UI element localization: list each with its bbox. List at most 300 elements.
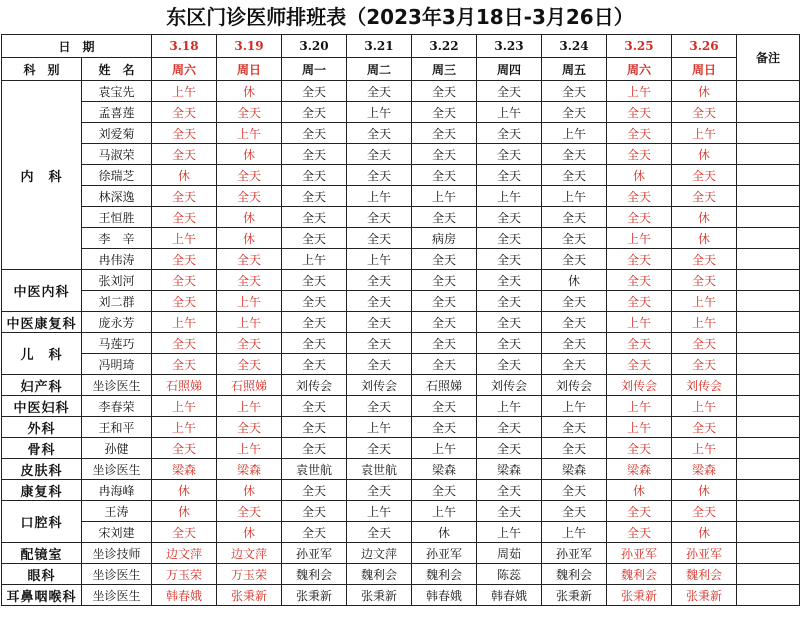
doctor-name-cell: 庞永芳 xyxy=(82,312,152,333)
shift-cell: 刘传会 xyxy=(542,375,607,396)
shift-cell: 全天 xyxy=(282,417,347,438)
shift-cell: 魏利会 xyxy=(542,564,607,585)
shift-cell: 休 xyxy=(152,165,217,186)
shift-cell: 全天 xyxy=(282,144,347,165)
doctor-name-cell: 王和平 xyxy=(82,417,152,438)
shift-cell: 休 xyxy=(672,480,737,501)
shift-cell: 全天 xyxy=(412,81,477,102)
shift-cell: 全天 xyxy=(152,354,217,375)
department-cell: 骨科 xyxy=(2,438,82,459)
shift-cell: 刘传会 xyxy=(607,375,672,396)
department-cell: 内 科 xyxy=(2,81,82,270)
doctor-name-cell: 林深逸 xyxy=(82,186,152,207)
shift-cell: 魏利会 xyxy=(412,564,477,585)
department-cell: 中医内科 xyxy=(2,270,82,312)
shift-cell: 全天 xyxy=(152,270,217,291)
shift-cell: 全天 xyxy=(607,207,672,228)
shift-cell: 全天 xyxy=(347,312,412,333)
shift-cell: 病房 xyxy=(412,228,477,249)
shift-cell: 韩春娥 xyxy=(152,585,217,606)
date-cell: 3.25 xyxy=(607,35,672,58)
shift-cell: 全天 xyxy=(672,417,737,438)
shift-cell: 全天 xyxy=(477,333,542,354)
shift-cell: 孙亚军 xyxy=(412,543,477,564)
shift-cell: 休 xyxy=(217,228,282,249)
shift-cell: 全天 xyxy=(412,123,477,144)
doctor-name-cell: 马莲巧 xyxy=(82,333,152,354)
shift-cell: 全天 xyxy=(282,270,347,291)
shift-cell: 全天 xyxy=(477,291,542,312)
remarks-cell xyxy=(737,102,800,123)
remarks-cell xyxy=(737,165,800,186)
shift-cell: 全天 xyxy=(542,291,607,312)
shift-cell: 韩春娥 xyxy=(477,585,542,606)
department-cell: 中医妇科 xyxy=(2,396,82,417)
department-cell: 儿 科 xyxy=(2,333,82,375)
shift-cell: 全天 xyxy=(217,249,282,270)
schedule-row xyxy=(2,522,800,543)
shift-cell: 全天 xyxy=(607,354,672,375)
shift-cell: 全天 xyxy=(282,522,347,543)
shift-cell: 休 xyxy=(672,228,737,249)
shift-cell: 休 xyxy=(217,207,282,228)
date-cell: 3.23 xyxy=(477,35,542,58)
shift-cell: 全天 xyxy=(347,522,412,543)
schedule-row xyxy=(2,270,800,291)
shift-cell: 休 xyxy=(672,207,737,228)
shift-cell: 上午 xyxy=(672,396,737,417)
shift-cell: 上午 xyxy=(152,81,217,102)
shift-cell: 上午 xyxy=(477,102,542,123)
shift-cell: 全天 xyxy=(542,438,607,459)
weekday-header-row xyxy=(2,58,800,81)
shift-cell: 休 xyxy=(217,480,282,501)
shift-cell: 全天 xyxy=(282,501,347,522)
date-label: 日 期 xyxy=(2,35,152,58)
doctor-name-cell: 刘二群 xyxy=(82,291,152,312)
shift-cell: 全天 xyxy=(607,438,672,459)
shift-cell: 石照娣 xyxy=(412,375,477,396)
shift-cell: 全天 xyxy=(282,396,347,417)
shift-cell: 全天 xyxy=(217,186,282,207)
shift-cell: 全天 xyxy=(217,270,282,291)
shift-cell: 全天 xyxy=(152,522,217,543)
department-cell: 妇产科 xyxy=(2,375,82,396)
remarks-cell xyxy=(737,585,800,606)
shift-cell: 周茹 xyxy=(477,543,542,564)
shift-cell: 全天 xyxy=(672,186,737,207)
shift-cell: 梁森 xyxy=(477,459,542,480)
shift-cell: 全天 xyxy=(347,207,412,228)
shift-cell: 刘传会 xyxy=(672,375,737,396)
shift-cell: 全天 xyxy=(152,438,217,459)
schedule-row xyxy=(2,165,800,186)
shift-cell: 全天 xyxy=(282,438,347,459)
shift-cell: 全天 xyxy=(152,291,217,312)
shift-cell: 休 xyxy=(152,501,217,522)
shift-cell: 全天 xyxy=(152,123,217,144)
schedule-row xyxy=(2,417,800,438)
shift-cell: 全天 xyxy=(607,123,672,144)
schedule-body xyxy=(2,35,800,606)
shift-cell: 孙亚军 xyxy=(607,543,672,564)
shift-cell: 张秉新 xyxy=(607,585,672,606)
shift-cell: 上午 xyxy=(607,396,672,417)
doctor-name-cell: 徐瑞芝 xyxy=(82,165,152,186)
shift-cell: 梁森 xyxy=(217,459,282,480)
shift-cell: 全天 xyxy=(282,81,347,102)
department-cell: 外科 xyxy=(2,417,82,438)
shift-cell: 上午 xyxy=(607,417,672,438)
shift-cell: 上午 xyxy=(607,228,672,249)
shift-cell: 陈蕊 xyxy=(477,564,542,585)
shift-cell: 全天 xyxy=(217,417,282,438)
shift-cell: 全天 xyxy=(542,480,607,501)
shift-cell: 万玉荣 xyxy=(217,564,282,585)
shift-cell: 全天 xyxy=(672,354,737,375)
shift-cell: 边文萍 xyxy=(347,543,412,564)
shift-cell: 石照娣 xyxy=(217,375,282,396)
shift-cell: 全天 xyxy=(542,501,607,522)
shift-cell: 全天 xyxy=(607,102,672,123)
remarks-cell xyxy=(737,375,800,396)
shift-cell: 全天 xyxy=(672,102,737,123)
shift-cell: 全天 xyxy=(412,249,477,270)
shift-cell: 全天 xyxy=(542,102,607,123)
shift-cell: 全天 xyxy=(672,165,737,186)
schedule-table xyxy=(1,34,800,606)
doctor-name-cell: 冉伟涛 xyxy=(82,249,152,270)
schedule-row xyxy=(2,144,800,165)
shift-cell: 上午 xyxy=(607,81,672,102)
remarks-cell xyxy=(737,249,800,270)
schedule-row xyxy=(2,102,800,123)
shift-cell: 全天 xyxy=(152,186,217,207)
shift-cell: 孙亚军 xyxy=(282,543,347,564)
date-cell: 3.18 xyxy=(152,35,217,58)
doctor-name-cell: 张刘河 xyxy=(82,270,152,291)
weekday-cell: 周五 xyxy=(542,58,607,81)
shift-cell: 休 xyxy=(217,81,282,102)
shift-cell: 上午 xyxy=(217,312,282,333)
shift-cell: 梁森 xyxy=(607,459,672,480)
doctor-name-cell: 坐诊医生 xyxy=(82,459,152,480)
shift-cell: 万玉荣 xyxy=(152,564,217,585)
shift-cell: 全天 xyxy=(217,333,282,354)
shift-cell: 上午 xyxy=(152,396,217,417)
shift-cell: 全天 xyxy=(542,165,607,186)
doctor-name-cell: 坐诊医生 xyxy=(82,585,152,606)
shift-cell: 全天 xyxy=(347,81,412,102)
shift-cell: 全天 xyxy=(347,333,412,354)
doctor-name-cell: 马淑荣 xyxy=(82,144,152,165)
shift-cell: 孙亚军 xyxy=(542,543,607,564)
shift-cell: 全天 xyxy=(152,333,217,354)
shift-cell: 梁森 xyxy=(152,459,217,480)
weekday-cell: 周二 xyxy=(347,58,412,81)
shift-cell: 全天 xyxy=(542,354,607,375)
shift-cell: 魏利会 xyxy=(607,564,672,585)
shift-cell: 全天 xyxy=(672,249,737,270)
doctor-name-cell: 王恒胜 xyxy=(82,207,152,228)
shift-cell: 刘传会 xyxy=(347,375,412,396)
page-title: 东区门诊医师排班表（2023年3月18日-3月26日） xyxy=(166,5,634,29)
shift-cell: 全天 xyxy=(282,102,347,123)
shift-cell: 全天 xyxy=(477,81,542,102)
schedule-row xyxy=(2,480,800,501)
shift-cell: 全天 xyxy=(412,480,477,501)
schedule-row xyxy=(2,81,800,102)
remarks-cell xyxy=(737,270,800,291)
shift-cell: 魏利会 xyxy=(672,564,737,585)
shift-cell: 上午 xyxy=(672,438,737,459)
shift-cell: 全天 xyxy=(347,396,412,417)
shift-cell: 全天 xyxy=(542,228,607,249)
shift-cell: 全天 xyxy=(412,102,477,123)
shift-cell: 全天 xyxy=(282,480,347,501)
shift-cell: 全天 xyxy=(477,249,542,270)
shift-cell: 休 xyxy=(672,522,737,543)
shift-cell: 上午 xyxy=(347,102,412,123)
shift-cell: 全天 xyxy=(477,144,542,165)
shift-cell: 休 xyxy=(542,270,607,291)
shift-cell: 韩春娥 xyxy=(412,585,477,606)
date-header-row xyxy=(2,35,800,58)
schedule-row xyxy=(2,354,800,375)
shift-cell: 边文萍 xyxy=(152,543,217,564)
shift-cell: 全天 xyxy=(477,417,542,438)
shift-cell: 全天 xyxy=(477,228,542,249)
shift-cell: 上午 xyxy=(542,123,607,144)
shift-cell: 上午 xyxy=(152,312,217,333)
remarks-cell xyxy=(737,333,800,354)
department-cell: 耳鼻咽喉科 xyxy=(2,585,82,606)
shift-cell: 袁世航 xyxy=(282,459,347,480)
shift-cell: 全天 xyxy=(152,249,217,270)
shift-cell: 上午 xyxy=(672,291,737,312)
department-cell: 皮肤科 xyxy=(2,459,82,480)
shift-cell: 全天 xyxy=(412,270,477,291)
shift-cell: 全天 xyxy=(672,333,737,354)
remarks-cell xyxy=(737,501,800,522)
schedule-row xyxy=(2,291,800,312)
shift-cell: 上午 xyxy=(152,228,217,249)
schedule-row xyxy=(2,564,800,585)
weekday-cell: 周四 xyxy=(477,58,542,81)
shift-cell: 全天 xyxy=(347,270,412,291)
shift-cell: 上午 xyxy=(672,312,737,333)
date-cell: 3.24 xyxy=(542,35,607,58)
shift-cell: 全天 xyxy=(282,228,347,249)
shift-cell: 全天 xyxy=(607,270,672,291)
date-cell: 3.21 xyxy=(347,35,412,58)
weekday-cell: 周日 xyxy=(672,58,737,81)
shift-cell: 全天 xyxy=(347,144,412,165)
shift-cell: 石照娣 xyxy=(152,375,217,396)
doctor-name-cell: 刘爱菊 xyxy=(82,123,152,144)
shift-cell: 全天 xyxy=(412,291,477,312)
shift-cell: 全天 xyxy=(607,144,672,165)
date-cell: 3.19 xyxy=(217,35,282,58)
shift-cell: 全天 xyxy=(347,438,412,459)
schedule-row xyxy=(2,333,800,354)
shift-cell: 刘传会 xyxy=(477,375,542,396)
shift-cell: 上午 xyxy=(412,438,477,459)
schedule-row xyxy=(2,207,800,228)
shift-cell: 上午 xyxy=(347,417,412,438)
shift-cell: 休 xyxy=(217,522,282,543)
shift-cell: 全天 xyxy=(152,207,217,228)
shift-cell: 全天 xyxy=(347,165,412,186)
date-cell: 3.20 xyxy=(282,35,347,58)
shift-cell: 全天 xyxy=(217,354,282,375)
shift-cell: 全天 xyxy=(542,249,607,270)
remarks-cell xyxy=(737,228,800,249)
schedule-row xyxy=(2,375,800,396)
department-cell: 中医康复科 xyxy=(2,312,82,333)
shift-cell: 全天 xyxy=(542,144,607,165)
doctor-name-cell: 坐诊医生 xyxy=(82,564,152,585)
shift-cell: 上午 xyxy=(347,186,412,207)
shift-cell: 上午 xyxy=(412,186,477,207)
shift-cell: 梁森 xyxy=(412,459,477,480)
shift-cell: 上午 xyxy=(217,291,282,312)
shift-cell: 上午 xyxy=(412,501,477,522)
shift-cell: 全天 xyxy=(282,333,347,354)
shift-cell: 全天 xyxy=(282,123,347,144)
department-label: 科 别 xyxy=(2,58,82,81)
remarks-cell xyxy=(737,354,800,375)
shift-cell: 全天 xyxy=(282,165,347,186)
name-label: 姓 名 xyxy=(82,58,152,81)
doctor-name-cell: 袁宝先 xyxy=(82,81,152,102)
shift-cell: 全天 xyxy=(477,123,542,144)
department-cell: 康复科 xyxy=(2,480,82,501)
shift-cell: 上午 xyxy=(477,396,542,417)
shift-cell: 魏利会 xyxy=(347,564,412,585)
shift-cell: 梁森 xyxy=(672,459,737,480)
schedule-row xyxy=(2,585,800,606)
shift-cell: 上午 xyxy=(217,438,282,459)
remarks-cell xyxy=(737,186,800,207)
shift-cell: 全天 xyxy=(542,207,607,228)
shift-cell: 休 xyxy=(607,165,672,186)
department-cell: 口腔科 xyxy=(2,501,82,543)
shift-cell: 梁森 xyxy=(542,459,607,480)
shift-cell: 全天 xyxy=(607,501,672,522)
shift-cell: 全天 xyxy=(217,102,282,123)
schedule-row xyxy=(2,186,800,207)
shift-cell: 全天 xyxy=(607,291,672,312)
shift-cell: 全天 xyxy=(347,228,412,249)
shift-cell: 全天 xyxy=(607,333,672,354)
shift-cell: 全天 xyxy=(412,354,477,375)
shift-cell: 全天 xyxy=(347,480,412,501)
weekday-cell: 周三 xyxy=(412,58,477,81)
shift-cell: 休 xyxy=(672,144,737,165)
remarks-cell xyxy=(737,396,800,417)
shift-cell: 全天 xyxy=(217,501,282,522)
remarks-cell xyxy=(737,207,800,228)
shift-cell: 全天 xyxy=(347,354,412,375)
shift-cell: 全天 xyxy=(347,291,412,312)
shift-cell: 休 xyxy=(607,480,672,501)
doctor-name-cell: 李春荣 xyxy=(82,396,152,417)
shift-cell: 全天 xyxy=(412,144,477,165)
department-cell: 眼科 xyxy=(2,564,82,585)
weekday-cell: 周六 xyxy=(152,58,217,81)
shift-cell: 上午 xyxy=(347,249,412,270)
shift-cell: 全天 xyxy=(477,270,542,291)
shift-cell: 全天 xyxy=(477,165,542,186)
shift-cell: 全天 xyxy=(607,186,672,207)
shift-cell: 休 xyxy=(412,522,477,543)
shift-cell: 魏利会 xyxy=(282,564,347,585)
shift-cell: 上午 xyxy=(217,123,282,144)
shift-cell: 上午 xyxy=(152,417,217,438)
shift-cell: 全天 xyxy=(412,207,477,228)
shift-cell: 全天 xyxy=(477,480,542,501)
schedule-row xyxy=(2,501,800,522)
remarks-cell xyxy=(737,123,800,144)
shift-cell: 休 xyxy=(672,81,737,102)
shift-cell: 全天 xyxy=(477,501,542,522)
shift-cell: 全天 xyxy=(542,81,607,102)
shift-cell: 张秉新 xyxy=(542,585,607,606)
shift-cell: 上午 xyxy=(607,312,672,333)
shift-cell: 全天 xyxy=(282,207,347,228)
schedule-row xyxy=(2,249,800,270)
remarks-cell xyxy=(737,459,800,480)
schedule-row xyxy=(2,312,800,333)
doctor-name-cell: 冉海峰 xyxy=(82,480,152,501)
shift-cell: 上午 xyxy=(542,186,607,207)
shift-cell: 全天 xyxy=(152,144,217,165)
date-cell: 3.26 xyxy=(672,35,737,58)
shift-cell: 全天 xyxy=(542,417,607,438)
remarks-cell xyxy=(737,312,800,333)
doctor-name-cell: 坐诊医生 xyxy=(82,375,152,396)
remarks-cell xyxy=(737,438,800,459)
remarks-cell xyxy=(737,480,800,501)
shift-cell: 张秉新 xyxy=(217,585,282,606)
shift-cell: 全天 xyxy=(672,501,737,522)
remarks-header: 备注 xyxy=(737,35,800,81)
doctor-name-cell: 坐诊技师 xyxy=(82,543,152,564)
remarks-cell xyxy=(737,291,800,312)
schedule-row xyxy=(2,228,800,249)
remarks-cell xyxy=(737,543,800,564)
weekday-cell: 周六 xyxy=(607,58,672,81)
shift-cell: 上午 xyxy=(672,123,737,144)
shift-cell: 全天 xyxy=(282,312,347,333)
shift-cell: 全天 xyxy=(412,333,477,354)
doctor-name-cell: 宋刘建 xyxy=(82,522,152,543)
shift-cell: 全天 xyxy=(672,270,737,291)
shift-cell: 全天 xyxy=(412,312,477,333)
shift-cell: 上午 xyxy=(542,396,607,417)
doctor-name-cell: 孟喜莲 xyxy=(82,102,152,123)
shift-cell: 上午 xyxy=(477,186,542,207)
date-cell: 3.22 xyxy=(412,35,477,58)
shift-cell: 刘传会 xyxy=(282,375,347,396)
shift-cell: 张秉新 xyxy=(282,585,347,606)
shift-cell: 全天 xyxy=(282,186,347,207)
doctor-name-cell: 李 辛 xyxy=(82,228,152,249)
shift-cell: 上午 xyxy=(217,396,282,417)
doctor-name-cell: 冯明琦 xyxy=(82,354,152,375)
shift-cell: 上午 xyxy=(542,522,607,543)
